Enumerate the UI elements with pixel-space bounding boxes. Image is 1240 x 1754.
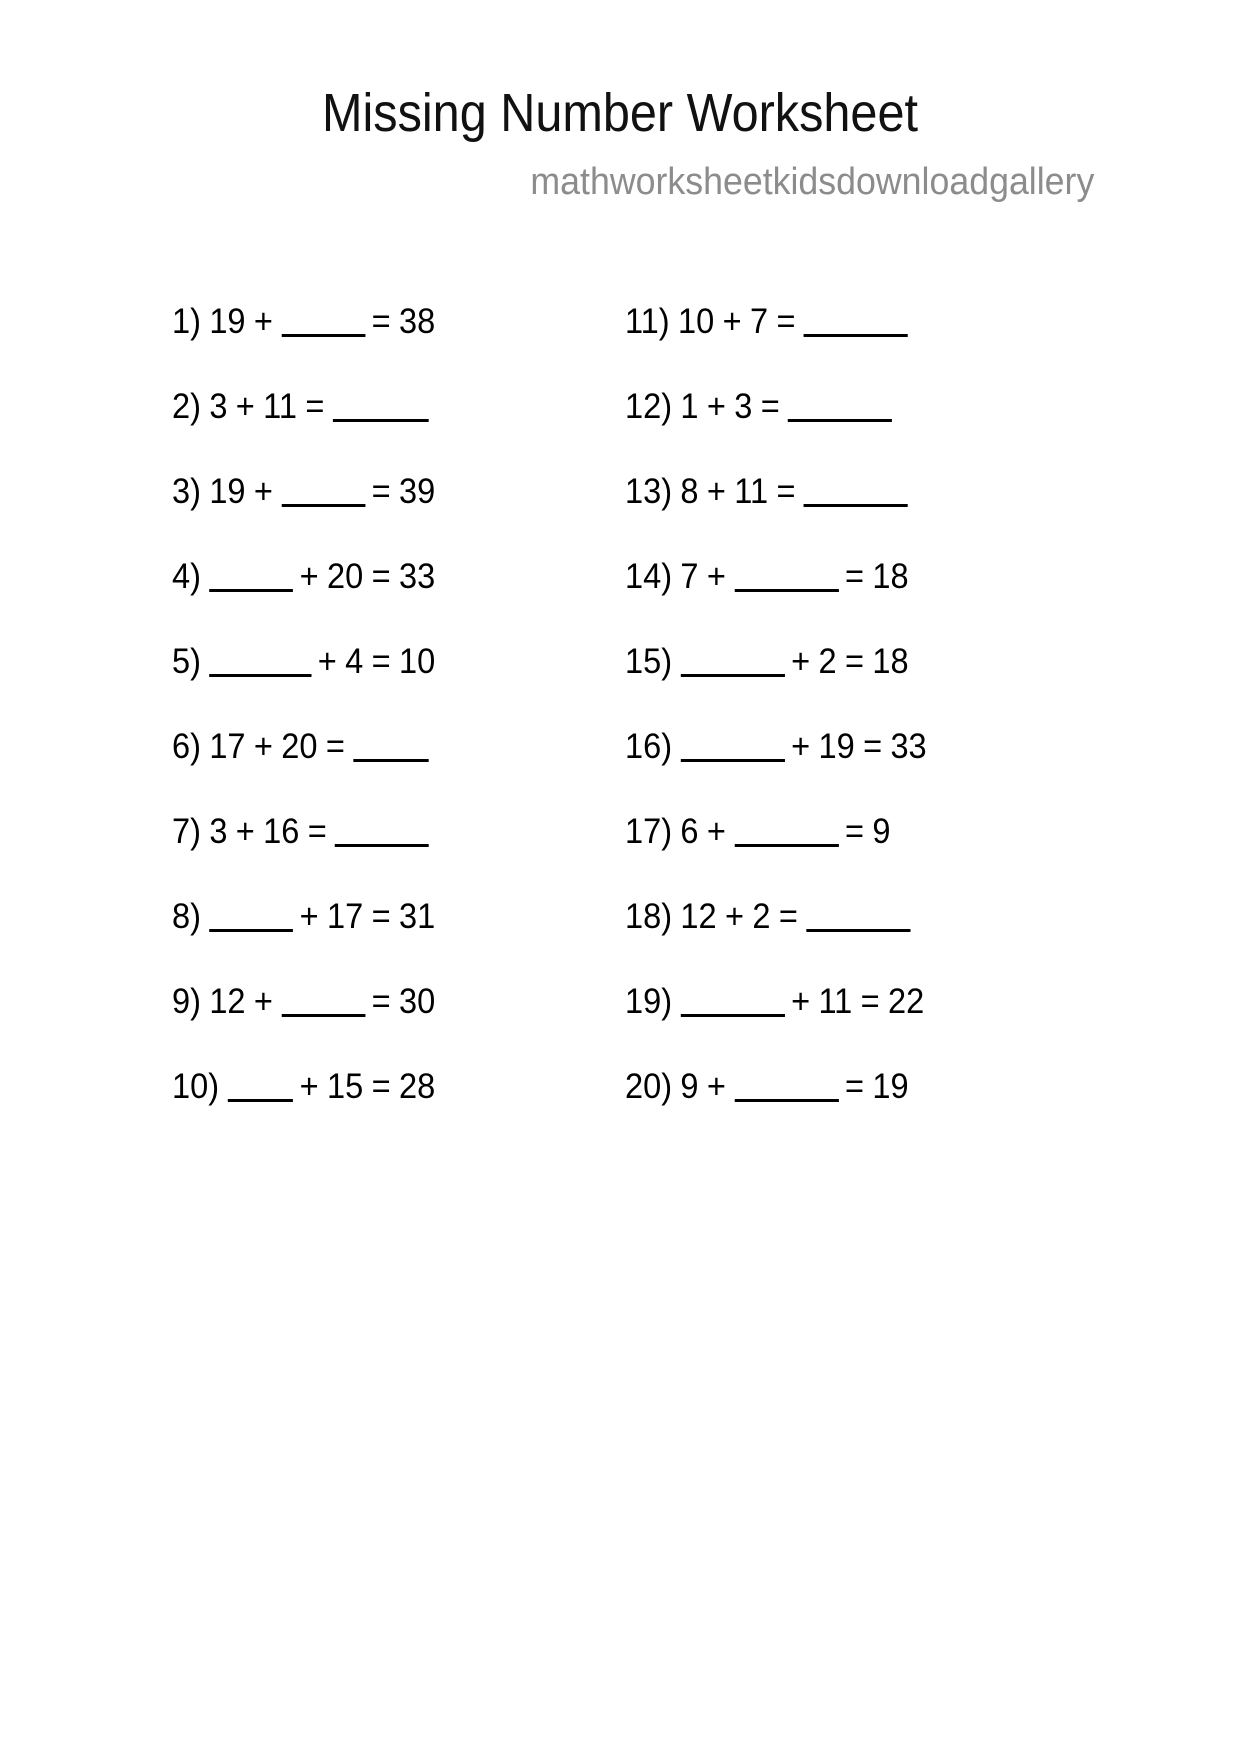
problem-number: 6) — [172, 727, 201, 766]
operator-token: = — [307, 812, 327, 851]
problem-row — [172, 980, 435, 1065]
problem-number: 12) — [625, 387, 673, 426]
answer-blank[interactable] — [680, 725, 784, 762]
answer-blank[interactable] — [333, 385, 429, 422]
number-token: 4 — [345, 642, 364, 681]
answer-blank[interactable] — [680, 640, 784, 677]
operator-token: + — [253, 302, 273, 341]
number-token: 18 — [872, 642, 909, 681]
site-credit-text: mathworksheetkidsdownloadgallery — [530, 161, 1095, 203]
operator-token: + — [725, 897, 745, 936]
number-token: 17 — [327, 897, 364, 936]
number-token: 7 — [749, 302, 769, 341]
problem-row — [625, 300, 988, 385]
number-token: 38 — [398, 302, 436, 341]
answer-blank[interactable] — [281, 300, 365, 337]
number-token: 3 — [734, 387, 753, 426]
operator-token: = — [325, 727, 345, 766]
answer-blank[interactable] — [804, 300, 908, 337]
operator-token: = — [844, 812, 864, 851]
problem-row — [172, 555, 435, 640]
operator-token: + — [706, 812, 726, 851]
problem-row — [625, 640, 988, 725]
operator-token: = — [844, 1067, 864, 1106]
problem-row — [172, 895, 435, 980]
operator-token: + — [706, 1067, 726, 1106]
problem-row — [625, 555, 988, 640]
problem-number: 20) — [625, 1067, 673, 1106]
operator-token: + — [706, 557, 726, 596]
operator-token: + — [791, 982, 811, 1021]
answer-blank[interactable] — [227, 1065, 293, 1102]
problem-number: 14) — [625, 557, 673, 596]
number-token: 39 — [398, 472, 436, 511]
answer-blank[interactable] — [788, 385, 892, 422]
operator-token: = — [371, 897, 391, 936]
operator-token: = — [778, 897, 798, 936]
problem-grid — [0, 300, 1240, 1150]
problem-row — [625, 385, 988, 470]
number-token: 6 — [680, 812, 699, 851]
answer-blank[interactable] — [806, 895, 910, 932]
problem-number: 13) — [625, 472, 673, 511]
operator-token: + — [235, 812, 255, 851]
number-token: 8 — [680, 472, 699, 511]
number-token: 11 — [734, 472, 769, 511]
problem-row — [625, 810, 988, 895]
problem-number: 4) — [172, 557, 201, 596]
number-token: 11 — [818, 982, 853, 1021]
answer-blank[interactable] — [281, 980, 365, 1017]
number-token: 33 — [398, 557, 436, 596]
number-token: 12 — [680, 897, 717, 936]
number-token: 19 — [818, 727, 855, 766]
operator-token: + — [722, 302, 742, 341]
number-token: 12 — [209, 982, 246, 1021]
problem-row — [625, 980, 988, 1065]
number-token: 18 — [872, 557, 909, 596]
number-token: 10 — [678, 302, 715, 341]
operator-token: = — [371, 642, 391, 681]
operator-token: = — [305, 387, 325, 426]
number-token: 19 — [872, 1067, 909, 1106]
problem-number: 18) — [625, 897, 673, 936]
number-token: 10 — [398, 642, 436, 681]
operator-token: + — [791, 642, 811, 681]
problem-row — [172, 640, 435, 725]
answer-blank[interactable] — [734, 810, 838, 847]
problem-number: 5) — [172, 642, 201, 681]
operator-token: = — [860, 982, 880, 1021]
operator-token: + — [791, 727, 811, 766]
number-token: 19 — [209, 472, 246, 511]
problem-number: 9) — [172, 982, 201, 1021]
problem-column-left — [0, 300, 455, 1150]
operator-token: + — [706, 472, 726, 511]
problem-row — [172, 1065, 435, 1150]
operator-token: = — [776, 472, 796, 511]
operator-token: + — [299, 897, 319, 936]
operator-token: + — [317, 642, 337, 681]
number-token: 20 — [281, 727, 318, 766]
answer-blank[interactable] — [209, 555, 293, 592]
operator-token: = — [371, 982, 391, 1021]
operator-token: = — [844, 642, 864, 681]
number-token: 2 — [818, 642, 837, 681]
number-token: 28 — [398, 1067, 436, 1106]
page-title: Missing Number Worksheet — [322, 83, 918, 143]
number-token: 33 — [890, 727, 927, 766]
operator-token: = — [371, 557, 391, 596]
problem-number: 11) — [625, 302, 670, 341]
answer-blank[interactable] — [680, 980, 784, 1017]
problem-number: 8) — [172, 897, 201, 936]
problem-row — [625, 895, 988, 980]
problem-column-right — [455, 300, 1015, 1150]
number-token: 16 — [263, 812, 300, 851]
operator-token: + — [235, 387, 255, 426]
answer-blank[interactable] — [734, 555, 838, 592]
answer-blank[interactable] — [209, 640, 311, 677]
problem-number: 19) — [625, 982, 673, 1021]
number-token: 31 — [398, 897, 436, 936]
number-token: 17 — [209, 727, 246, 766]
operator-token: = — [844, 557, 864, 596]
number-token: 7 — [680, 557, 699, 596]
operator-token: = — [776, 302, 796, 341]
operator-token: + — [253, 472, 273, 511]
problem-row — [625, 1065, 988, 1150]
number-token: 15 — [327, 1067, 364, 1106]
problem-row — [172, 385, 435, 470]
problem-row — [172, 470, 435, 555]
problem-number: 17) — [625, 812, 673, 851]
operator-token: + — [299, 1067, 319, 1106]
worksheet-header — [0, 82, 1240, 144]
problem-row — [172, 725, 435, 810]
problem-row — [625, 470, 988, 555]
number-token: 3 — [209, 812, 228, 851]
operator-token: + — [299, 557, 319, 596]
operator-token: + — [253, 982, 273, 1021]
number-token: 30 — [398, 982, 436, 1021]
number-token: 20 — [327, 557, 364, 596]
number-token: 1 — [680, 387, 699, 426]
operator-token: = — [863, 727, 883, 766]
problem-row — [625, 725, 988, 810]
number-token: 22 — [888, 982, 925, 1021]
problem-number: 2) — [172, 387, 201, 426]
operator-token: + — [706, 387, 726, 426]
number-token: 19 — [209, 302, 246, 341]
problem-number: 7) — [172, 812, 201, 851]
problem-number: 10) — [172, 1067, 220, 1106]
answer-blank[interactable] — [353, 725, 428, 762]
operator-token: + — [253, 727, 273, 766]
operator-token: = — [760, 387, 780, 426]
number-token: 3 — [209, 387, 228, 426]
number-token: 9 — [680, 1067, 699, 1106]
answer-blank[interactable] — [281, 470, 365, 507]
problem-number: 15) — [625, 642, 673, 681]
answer-blank[interactable] — [335, 810, 429, 847]
operator-token: = — [371, 1067, 391, 1106]
operator-token: = — [371, 472, 391, 511]
problem-number: 3) — [172, 472, 201, 511]
problem-number: 1) — [172, 302, 201, 341]
answer-blank[interactable] — [804, 470, 908, 507]
problem-row — [172, 300, 435, 385]
operator-token: = — [371, 302, 391, 341]
answer-blank[interactable] — [734, 1065, 838, 1102]
problem-number: 16) — [625, 727, 673, 766]
answer-blank[interactable] — [209, 895, 293, 932]
number-token: 2 — [752, 897, 771, 936]
problem-row — [172, 810, 435, 895]
number-token: 11 — [263, 387, 297, 426]
number-token: 9 — [872, 812, 891, 851]
